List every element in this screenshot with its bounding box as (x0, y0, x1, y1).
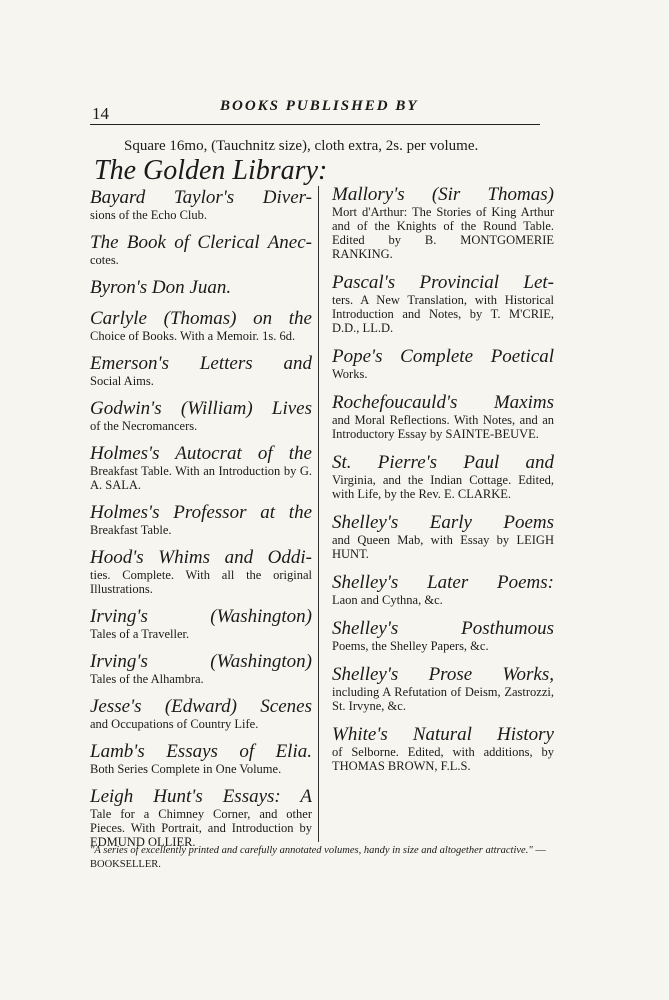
list-item (332, 512, 554, 561)
entry-description: Poems, the Shelley Papers, &c. (332, 639, 489, 653)
running-title: BOOKS PUBLISHED BY (220, 98, 419, 114)
entry-description: and Moral Reflections. With Notes, and an Introductory Essay by SAINTE-BEUVE. (332, 413, 554, 441)
entry-title: Irving's (Washington) (90, 606, 312, 627)
entry-description: Breakfast Table. (90, 523, 172, 537)
entry-description: ties. Complete. With all the original Illustrations. (90, 568, 312, 596)
entry-description: Social Aims. (90, 374, 154, 388)
entry-description: Both Series Complete in One Volume. (90, 762, 282, 776)
entry-description: of Selborne. Edited, with additions, by THOMAS BROWN, F.L.S. (332, 745, 554, 773)
column-divider (318, 186, 319, 842)
list-item (332, 452, 554, 501)
format-line: Square 16mo, (Tauchnitz size), cloth extra, 2s. per volume. (124, 138, 479, 154)
entry-title: Byron's Don Juan. (90, 277, 232, 298)
list-item (90, 398, 312, 433)
entry-description: Laon and Cythna, &c. (332, 593, 443, 607)
list-item (90, 741, 312, 776)
list-item (90, 606, 312, 641)
entry-title: Emerson's Letters and (90, 353, 312, 374)
entry-title: St. Pierre's Paul and (332, 452, 554, 473)
entry-title: Shelley's Prose Works, (332, 664, 554, 685)
list-item (90, 308, 312, 343)
entry-description: sions of the Echo Club. (90, 208, 208, 222)
right-column (332, 184, 554, 784)
entry-description: ters. A New Translation, with Historical Introduction and Notes, by T. M'CRIE, D.D., LL.D. (332, 293, 554, 335)
entry-title: Lamb's Essays of Elia. (90, 741, 312, 762)
entry-title: Pope's Complete Poetical (332, 346, 554, 367)
entry-description: Works. (332, 367, 368, 381)
entry-title: Carlyle (Thomas) on the (90, 308, 312, 329)
entry-title: Bayard Taylor's Diver- (90, 187, 312, 208)
list-item (90, 443, 312, 492)
entry-title: Holmes's Professor at the (90, 502, 312, 523)
entry-title: Pascal's Provincial Let- (332, 272, 554, 293)
list-item (332, 664, 554, 713)
entry-description: cotes. (90, 253, 119, 267)
entry-description: Mort d'Arthur: The Stories of King Arthur and of the Knights of the Round Table. Edited by B. MONTGOMERIE RANKING. (332, 205, 554, 261)
entry-description: Tales of a Traveller. (90, 627, 190, 641)
entry-description: Tales of the Alhambra. (90, 672, 204, 686)
list-item (90, 651, 312, 686)
list-item (90, 786, 312, 849)
entry-title: Rochefoucauld's Maxims (332, 392, 554, 413)
entry-description: Tale for a Chimney Corner, and other Pieces. With Portrait, and Introduction by EDMUND OLLIER. (90, 807, 312, 849)
entry-title: Irving's (Washington) (90, 651, 312, 672)
list-item (90, 547, 312, 596)
entry-title: Leigh Hunt's Essays: A (90, 786, 312, 807)
header-rule (90, 124, 540, 125)
entry-title: Shelley's Later Poems: (332, 572, 554, 593)
left-column (90, 187, 312, 859)
list-item (332, 724, 554, 773)
entry-title: Jesse's (Edward) Scenes (90, 696, 312, 717)
entry-description: and Occupations of Country Life. (90, 717, 259, 731)
review-quote (90, 844, 560, 872)
entry-description: Breakfast Table. With an Introduction by G. A. SALA. (90, 464, 312, 492)
list-item (90, 696, 312, 731)
entry-title: Holmes's Autocrat of the (90, 443, 312, 464)
list-item (332, 392, 554, 441)
entry-description: Virginia, and the Indian Cottage. Edited, with Life, by the Rev. E. CLARKE. (332, 473, 554, 501)
entry-description: of the Necromancers. (90, 419, 198, 433)
entry-title: Shelley's Early Poems (332, 512, 554, 533)
quote-source: —BOOKSELLER. (90, 845, 546, 870)
entry-title: White's Natural History (332, 724, 554, 745)
entry-title: Hood's Whims and Oddi- (90, 547, 312, 568)
quote-text: "A series of excellently printed and carefully annotated volumes, handy in size and altogether attractive." (90, 845, 533, 856)
list-item (90, 277, 312, 298)
list-item (90, 232, 312, 267)
page-number: 14 (92, 104, 109, 123)
list-item (332, 618, 554, 653)
entry-description: and Queen Mab, with Essay by LEIGH HUNT. (332, 533, 554, 561)
entry-description: Choice of Books. With a Memoir. 1s. 6d. (90, 329, 296, 343)
list-item (332, 572, 554, 607)
entry-title: The Book of Clerical Anec- (90, 232, 312, 253)
list-item (332, 272, 554, 335)
series-title: The Golden Library: (94, 155, 328, 186)
entry-title: Godwin's (William) Lives (90, 398, 312, 419)
list-item (90, 353, 312, 388)
list-item (332, 184, 554, 261)
list-item (90, 187, 312, 222)
entry-title: Mallory's (Sir Thomas) (332, 184, 554, 205)
list-item (90, 502, 312, 537)
entry-title: Shelley's Posthumous (332, 618, 554, 639)
list-item (332, 346, 554, 381)
entry-description: including A Refutation of Deism, Zastrozzi, St. Irvyne, &c. (332, 685, 554, 713)
